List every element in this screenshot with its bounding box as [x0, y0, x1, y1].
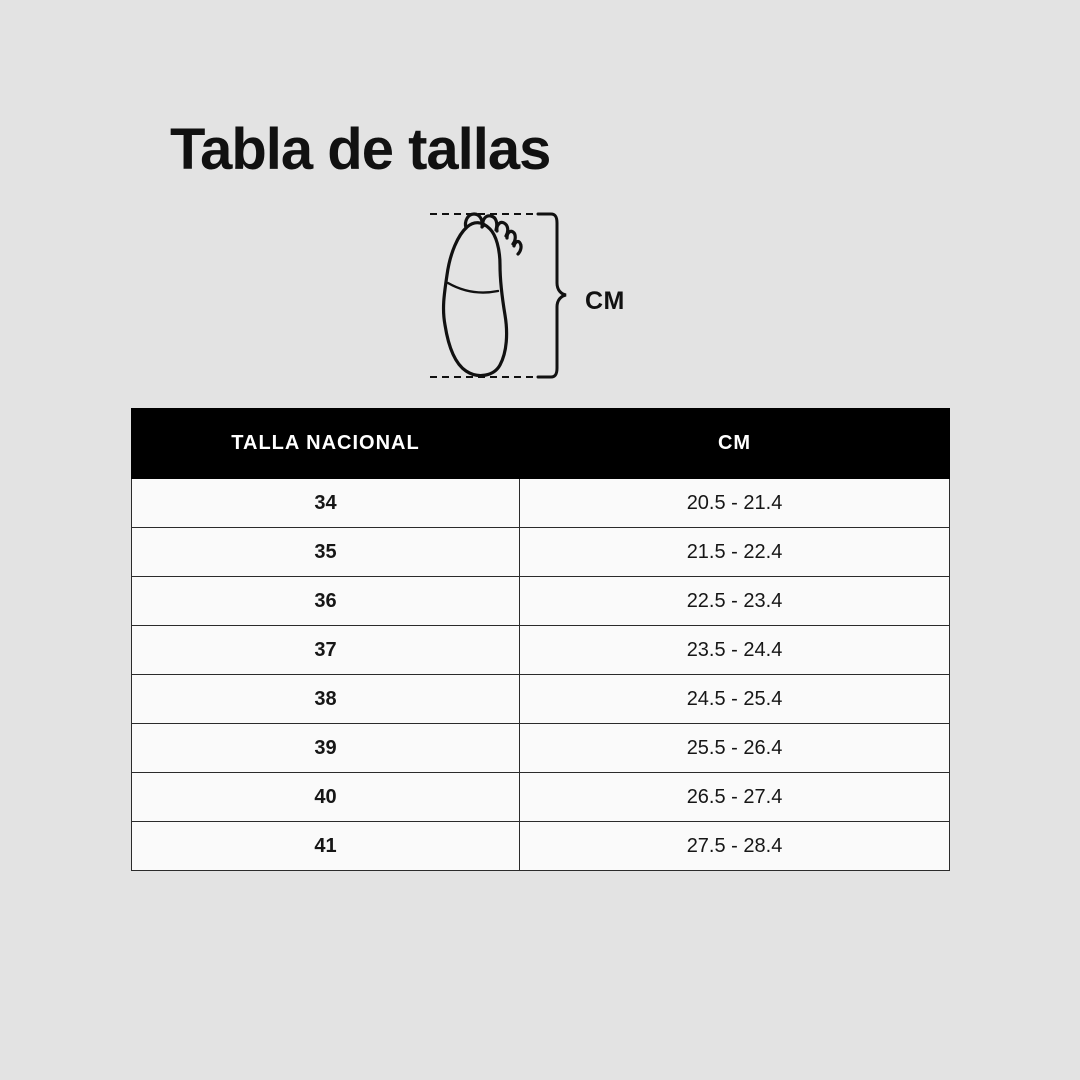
cell-cm: 23.5 - 24.4 [520, 626, 950, 675]
cell-size: 38 [132, 675, 520, 724]
cell-cm: 26.5 - 27.4 [520, 773, 950, 822]
cell-size: 35 [132, 528, 520, 577]
cell-size: 34 [132, 479, 520, 528]
table-row [132, 528, 950, 577]
cell-cm: 21.5 - 22.4 [520, 528, 950, 577]
table-header-row [132, 409, 950, 479]
table-row [132, 724, 950, 773]
foot-diagram-svg [420, 205, 680, 395]
table-row [132, 577, 950, 626]
table-header [132, 409, 950, 479]
column-header-talla-nacional: TALLA NACIONAL [132, 409, 520, 479]
cell-cm: 27.5 - 28.4 [520, 822, 950, 871]
table-row [132, 773, 950, 822]
cell-cm: 24.5 - 25.4 [520, 675, 950, 724]
cell-cm: 25.5 - 26.4 [520, 724, 950, 773]
cell-cm: 22.5 - 23.4 [520, 577, 950, 626]
table-row [132, 675, 950, 724]
cell-size: 40 [132, 773, 520, 822]
table-row [132, 479, 950, 528]
measurement-brace-icon [538, 214, 566, 377]
foot-measure-diagram [420, 205, 680, 395]
table-row [132, 626, 950, 675]
cell-size: 41 [132, 822, 520, 871]
cell-cm: 20.5 - 21.4 [520, 479, 950, 528]
cell-size: 36 [132, 577, 520, 626]
size-table [131, 408, 950, 871]
page-title: Tabla de tallas [170, 117, 551, 182]
cell-size: 37 [132, 626, 520, 675]
cm-measure-label: CM [585, 287, 625, 315]
column-header-cm: CM [520, 409, 950, 479]
cell-size: 39 [132, 724, 520, 773]
table-row [132, 822, 950, 871]
size-table-container [131, 408, 949, 871]
foot-sole-icon [444, 214, 522, 376]
table-body [132, 479, 950, 871]
